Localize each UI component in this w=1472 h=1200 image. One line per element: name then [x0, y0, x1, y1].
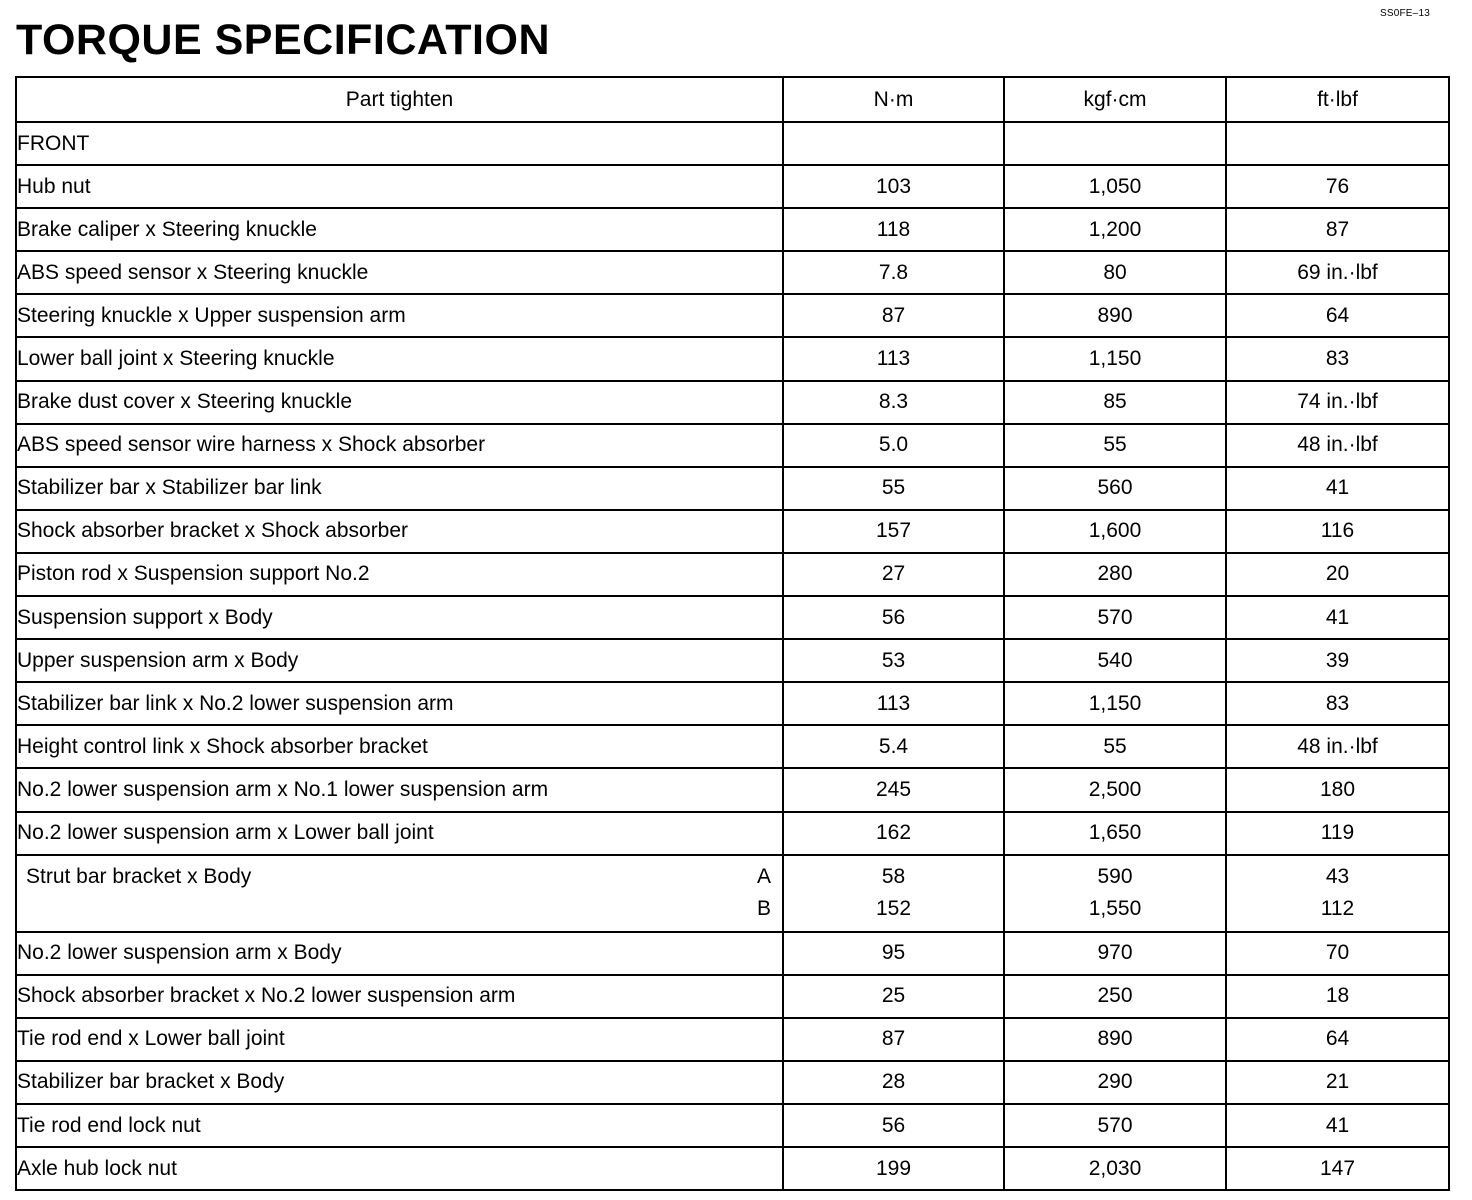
- part-cell: Shock absorber bracket x Shock absorber: [16, 510, 783, 553]
- strut-b-nm: 152: [875, 897, 912, 921]
- strut-b-kgf: 1,550: [1088, 897, 1142, 921]
- nm-cell: 199: [783, 1147, 1004, 1190]
- strut-sub-label-b: B: [756, 897, 771, 921]
- document-code: SS0FE–13: [1380, 8, 1430, 19]
- header-nm: N·m: [783, 77, 1004, 122]
- kgf-cell: 2,030: [1004, 1147, 1226, 1190]
- part-cell: Axle hub lock nut: [16, 1147, 783, 1190]
- kgf-cell: 2,500: [1004, 768, 1226, 811]
- nm-cell: 5.4: [783, 725, 1004, 768]
- part-cell: ABS speed sensor wire harness x Shock absorber: [16, 424, 783, 467]
- kgf-cell: 290: [1004, 1061, 1226, 1104]
- table-row: [16, 165, 1449, 208]
- table-row-strut-bar-bracket: [16, 855, 1449, 932]
- nm-cell: 55: [783, 467, 1004, 510]
- ft-cell: 21: [1226, 1061, 1449, 1104]
- nm-cell: 28: [783, 1061, 1004, 1104]
- kgf-cell: 890: [1004, 294, 1226, 337]
- nm-cell: 5.0: [783, 424, 1004, 467]
- table-row: [16, 337, 1449, 380]
- table-row: [16, 553, 1449, 596]
- ft-cell: 41: [1226, 467, 1449, 510]
- nm-cell: 87: [783, 1018, 1004, 1061]
- kgf-cell: 570: [1004, 1104, 1226, 1147]
- strut-part-label: Strut bar bracket x Body: [26, 865, 252, 889]
- strut-sub-label-a: A: [756, 865, 771, 889]
- ft-cell: 83: [1226, 682, 1449, 725]
- nm-cell: 95: [783, 932, 1004, 975]
- part-cell: Stabilizer bar link x No.2 lower suspension arm: [16, 682, 783, 725]
- table-row: [16, 510, 1449, 553]
- ft-cell: 64: [1226, 1018, 1449, 1061]
- ft-cell: 64: [1226, 294, 1449, 337]
- kgf-cell: 55: [1004, 424, 1226, 467]
- kgf-cell: 80: [1004, 251, 1226, 294]
- ft-cell: 87: [1226, 208, 1449, 251]
- header-part: Part tighten: [16, 77, 783, 122]
- part-cell: Steering knuckle x Upper suspension arm: [16, 294, 783, 337]
- nm-cell: 27: [783, 553, 1004, 596]
- ft-cell: 18: [1226, 975, 1449, 1018]
- part-cell: Stabilizer bar x Stabilizer bar link: [16, 467, 783, 510]
- part-cell: No.2 lower suspension arm x Lower ball joint: [16, 812, 783, 855]
- kgf-cell: 1,150: [1004, 682, 1226, 725]
- kgf-cell: 890: [1004, 1018, 1226, 1061]
- ft-cell: 70: [1226, 932, 1449, 975]
- kgf-cell: 970: [1004, 932, 1226, 975]
- table-row: [16, 251, 1449, 294]
- nm-cell: 53: [783, 639, 1004, 682]
- table-row: [16, 208, 1449, 251]
- table-row: [16, 725, 1449, 768]
- part-cell: Height control link x Shock absorber bracket: [16, 725, 783, 768]
- table-row: [16, 381, 1449, 424]
- part-cell: No.2 lower suspension arm x No.1 lower suspension arm: [16, 768, 783, 811]
- ft-cell: 48 in.·lbf: [1226, 424, 1449, 467]
- strut-a-kgf: 590: [1097, 865, 1133, 889]
- nm-cell: 25: [783, 975, 1004, 1018]
- part-cell: Upper suspension arm x Body: [16, 639, 783, 682]
- strut-a-ft: 43: [1325, 865, 1350, 889]
- table-row: [16, 975, 1449, 1018]
- strut-b-ft: 112: [1320, 897, 1355, 921]
- section-label: FRONT: [16, 122, 783, 165]
- kgf-cell: 540: [1004, 639, 1226, 682]
- kgf-cell: 560: [1004, 467, 1226, 510]
- part-cell: No.2 lower suspension arm x Body: [16, 932, 783, 975]
- kgf-cell: [1004, 855, 1226, 932]
- kgf-cell: 570: [1004, 596, 1226, 639]
- table-row: [16, 1147, 1449, 1190]
- ft-cell: 48 in.·lbf: [1226, 725, 1449, 768]
- nm-cell: 113: [783, 337, 1004, 380]
- part-cell: Brake dust cover x Steering knuckle: [16, 381, 783, 424]
- torque-table: [15, 76, 1450, 1191]
- table-row: [16, 596, 1449, 639]
- part-cell: Shock absorber bracket x No.2 lower suspension arm: [16, 975, 783, 1018]
- part-cell: Tie rod end x Lower ball joint: [16, 1018, 783, 1061]
- nm-cell: 157: [783, 510, 1004, 553]
- nm-cell: 8.3: [783, 381, 1004, 424]
- nm-cell: 113: [783, 682, 1004, 725]
- part-cell: Hub nut: [16, 165, 783, 208]
- ft-cell: [1226, 855, 1449, 932]
- kgf-cell: 280: [1004, 553, 1226, 596]
- strut-a-nm: 58: [881, 865, 906, 889]
- table-row: [16, 424, 1449, 467]
- ft-cell: 116: [1226, 510, 1449, 553]
- nm-cell: 56: [783, 596, 1004, 639]
- ft-cell: 41: [1226, 1104, 1449, 1147]
- nm-cell: 56: [783, 1104, 1004, 1147]
- ft-cell: 74 in.·lbf: [1226, 381, 1449, 424]
- table-row: [16, 1061, 1449, 1104]
- ft-cell: 180: [1226, 768, 1449, 811]
- table-row: [16, 639, 1449, 682]
- part-cell: Lower ball joint x Steering knuckle: [16, 337, 783, 380]
- nm-cell: 118: [783, 208, 1004, 251]
- table-row: [16, 682, 1449, 725]
- table-row: [16, 467, 1449, 510]
- ft-cell: 41: [1226, 596, 1449, 639]
- kgf-cell: 85: [1004, 381, 1226, 424]
- kgf-cell: 1,050: [1004, 165, 1226, 208]
- nm-cell: 87: [783, 294, 1004, 337]
- kgf-cell: 1,200: [1004, 208, 1226, 251]
- part-cell: Tie rod end lock nut: [16, 1104, 783, 1147]
- nm-cell: [783, 855, 1004, 932]
- part-cell: Piston rod x Suspension support No.2: [16, 553, 783, 596]
- ft-cell: 39: [1226, 639, 1449, 682]
- part-cell: Brake caliper x Steering knuckle: [16, 208, 783, 251]
- kgf-cell: 250: [1004, 975, 1226, 1018]
- kgf-cell: 55: [1004, 725, 1226, 768]
- table-row: [16, 294, 1449, 337]
- table-row: [16, 1018, 1449, 1061]
- nm-cell: 245: [783, 768, 1004, 811]
- nm-cell: 162: [783, 812, 1004, 855]
- ft-cell: 69 in.·lbf: [1226, 251, 1449, 294]
- nm-cell: 7.8: [783, 251, 1004, 294]
- kgf-cell: 1,650: [1004, 812, 1226, 855]
- table-row: [16, 932, 1449, 975]
- header-ft: ft·lbf: [1226, 77, 1449, 122]
- ft-cell: 147: [1226, 1147, 1449, 1190]
- ft-cell: 119: [1226, 812, 1449, 855]
- table-row: [16, 768, 1449, 811]
- page-title: TORQUE SPECIFICATION: [16, 16, 550, 64]
- section-row-front: [16, 122, 1449, 165]
- kgf-cell: 1,150: [1004, 337, 1226, 380]
- ft-cell: 76: [1226, 165, 1449, 208]
- table-row: [16, 1104, 1449, 1147]
- table-header-row: [16, 77, 1449, 122]
- ft-cell: 83: [1226, 337, 1449, 380]
- part-cell: ABS speed sensor x Steering knuckle: [16, 251, 783, 294]
- kgf-cell: 1,600: [1004, 510, 1226, 553]
- ft-cell: 20: [1226, 553, 1449, 596]
- part-cell: [16, 855, 783, 932]
- nm-cell: 103: [783, 165, 1004, 208]
- table-row: [16, 812, 1449, 855]
- part-cell: Suspension support x Body: [16, 596, 783, 639]
- header-kgf: kgf·cm: [1004, 77, 1226, 122]
- part-cell: Stabilizer bar bracket x Body: [16, 1061, 783, 1104]
